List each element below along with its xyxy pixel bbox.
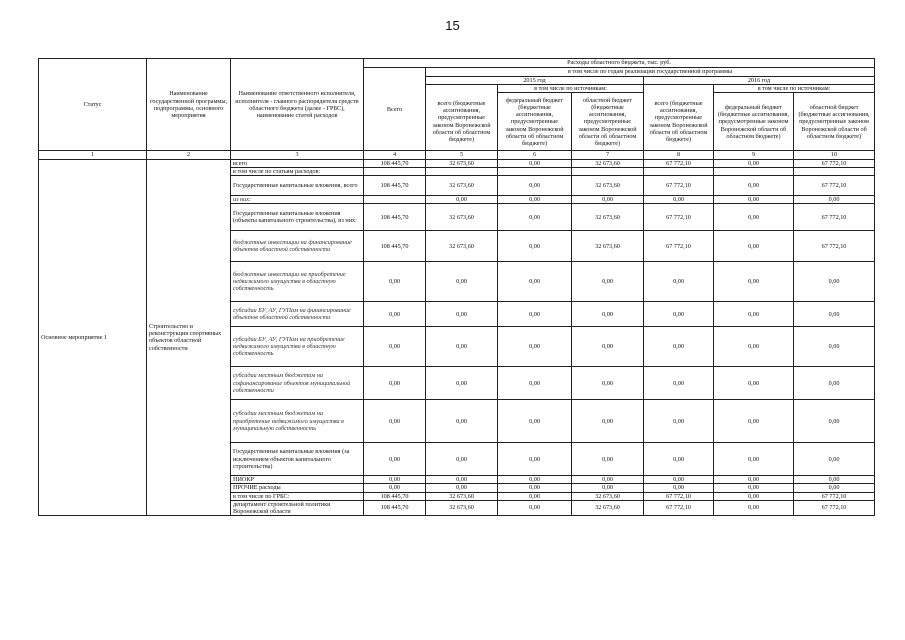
header-year-2015: 2015 год <box>426 77 644 85</box>
value-cell: 0,00 <box>644 327 714 367</box>
value-cell: 108 445,70 <box>364 204 426 231</box>
header-2016-by-sources: в том числе по источникам: <box>714 85 875 93</box>
value-cell: 0,00 <box>644 196 714 204</box>
value-cell: 0,00 <box>714 492 794 500</box>
value-cell: 0,00 <box>364 327 426 367</box>
value-cell: 0,00 <box>644 443 714 476</box>
value-cell: 32 673,60 <box>426 204 498 231</box>
row-label: Государственные капитальные вложения (объекты капитального строительства), из них: <box>231 204 364 231</box>
row-label: всего <box>231 159 364 167</box>
row-label: ПРОЧИЕ расходы <box>231 484 364 492</box>
header-col6: федеральный бюджет (бюджетные ассигнования, предусмотренные законом Воронежской области об областном бюджете) <box>498 93 572 151</box>
value-cell: 0,00 <box>426 443 498 476</box>
header-program-name: Наименование государственной программы, подпрограммы, основного мероприятия <box>147 59 231 151</box>
value-cell: 0,00 <box>572 400 644 443</box>
value-cell: 32 673,60 <box>572 500 644 515</box>
value-cell: 0,00 <box>714 262 794 302</box>
value-cell: 0,00 <box>364 443 426 476</box>
value-cell: 0,00 <box>572 367 644 400</box>
row-label: НИОКР <box>231 476 364 484</box>
value-cell: 67 772,10 <box>794 176 875 196</box>
value-cell: 0,00 <box>364 400 426 443</box>
value-cell <box>498 167 572 175</box>
value-cell: 0,00 <box>714 327 794 367</box>
value-cell: 0,00 <box>714 367 794 400</box>
value-cell: 67 772,10 <box>644 204 714 231</box>
value-cell: 32 673,60 <box>572 159 644 167</box>
value-cell: 0,00 <box>714 196 794 204</box>
row-label: субсидии местным бюджетам на приобретение недвижимого имущества в муниципальную собственность <box>231 400 364 443</box>
value-cell: 0,00 <box>498 484 572 492</box>
value-cell: 0,00 <box>498 231 572 262</box>
value-cell: 32 673,60 <box>426 159 498 167</box>
value-cell: 67 772,10 <box>794 492 875 500</box>
row-label: из них: <box>231 196 364 204</box>
value-cell: 0,00 <box>498 327 572 367</box>
value-cell: 0,00 <box>498 204 572 231</box>
value-cell: 0,00 <box>794 443 875 476</box>
header-year-2016: 2016 год <box>644 77 875 85</box>
value-cell: 108 445,70 <box>364 492 426 500</box>
value-cell: 0,00 <box>714 159 794 167</box>
value-cell: 0,00 <box>794 367 875 400</box>
col-number: 3 <box>231 151 364 159</box>
row-label: бюджетные инвестиции на приобретение недвижимого имущества в областную собственность <box>231 262 364 302</box>
col-number: 9 <box>714 151 794 159</box>
row-label: в том числе по ГРБС: <box>231 492 364 500</box>
value-cell: 0,00 <box>498 262 572 302</box>
value-cell: 0,00 <box>572 327 644 367</box>
value-cell: 32 673,60 <box>572 204 644 231</box>
value-cell <box>572 167 644 175</box>
column-number-row <box>39 151 875 159</box>
col-number: 6 <box>498 151 572 159</box>
value-cell: 0,00 <box>714 204 794 231</box>
value-cell: 0,00 <box>364 367 426 400</box>
value-cell: 0,00 <box>794 484 875 492</box>
header-status: Статус <box>39 59 147 151</box>
page-number: 15 <box>445 18 460 33</box>
value-cell: 0,00 <box>794 196 875 204</box>
value-cell: 0,00 <box>714 400 794 443</box>
value-cell: 0,00 <box>794 302 875 327</box>
value-cell <box>426 167 498 175</box>
program-cell: Строительство и реконструкция спортивных объектов областной собственности <box>147 159 231 516</box>
row-label: в том числе по статьям расходов: <box>231 167 364 175</box>
value-cell: 0,00 <box>498 476 572 484</box>
value-cell: 32 673,60 <box>426 492 498 500</box>
value-cell: 0,00 <box>498 159 572 167</box>
value-cell: 0,00 <box>498 492 572 500</box>
header-total: Всего <box>364 68 426 151</box>
header-2016-spacer <box>644 85 714 93</box>
value-cell: 0,00 <box>714 302 794 327</box>
value-cell: 0,00 <box>644 367 714 400</box>
value-cell: 67 772,10 <box>644 492 714 500</box>
value-cell: 0,00 <box>714 476 794 484</box>
value-cell: 0,00 <box>498 367 572 400</box>
col-number: 8 <box>644 151 714 159</box>
value-cell: 0,00 <box>714 231 794 262</box>
value-cell <box>644 167 714 175</box>
value-cell: 0,00 <box>794 400 875 443</box>
header-executor: Наименование ответственного исполнителя, исполнителя - главного распорядителя средств областного бюджета (далее - ГРБС), наименование статей расходов <box>231 59 364 151</box>
row-label: бюджетные инвестиции на финансирование объектов областной собственности <box>231 231 364 262</box>
value-cell: 0,00 <box>572 476 644 484</box>
value-cell: 0,00 <box>644 302 714 327</box>
value-cell: 0,00 <box>572 302 644 327</box>
row-label: департамент строительной политики Воронежской области <box>231 500 364 515</box>
value-cell: 0,00 <box>498 500 572 515</box>
value-cell: 0,00 <box>426 302 498 327</box>
value-cell: 0,00 <box>644 262 714 302</box>
value-cell: 32 673,60 <box>572 176 644 196</box>
header-2015-spacer <box>426 85 498 93</box>
value-cell: 0,00 <box>572 262 644 302</box>
value-cell: 0,00 <box>714 443 794 476</box>
value-cell: 0,00 <box>364 262 426 302</box>
budget-table <box>38 58 875 516</box>
value-cell: 0,00 <box>426 484 498 492</box>
col-number: 2 <box>147 151 231 159</box>
col-number: 7 <box>572 151 644 159</box>
header-2015-by-sources: в том числе по источникам: <box>498 85 644 93</box>
value-cell: 67 772,10 <box>644 231 714 262</box>
value-cell: 0,00 <box>794 327 875 367</box>
value-cell <box>364 167 426 175</box>
value-cell: 0,00 <box>426 327 498 367</box>
col-number: 4 <box>364 151 426 159</box>
value-cell: 32 673,60 <box>572 492 644 500</box>
row-label: субсидии БУ, АУ, ГУПам на приобретение недвижимого имущества в областную собственность <box>231 327 364 367</box>
value-cell: 32 673,60 <box>572 231 644 262</box>
value-cell: 0,00 <box>644 400 714 443</box>
value-cell: 0,00 <box>794 262 875 302</box>
value-cell: 0,00 <box>498 302 572 327</box>
value-cell: 67 772,10 <box>794 231 875 262</box>
value-cell: 0,00 <box>498 443 572 476</box>
header-col9: федеральный бюджет (бюджетные ассигнования, предусмотренные законом Воронежской области об областном бюджете) <box>714 93 794 151</box>
header-col5: всего (бюджетные ассигнования, предусмотренные законом Воронежской области об областном бюджете) <box>426 93 498 151</box>
value-cell: 67 772,10 <box>794 500 875 515</box>
value-cell: 0,00 <box>714 500 794 515</box>
value-cell <box>794 167 875 175</box>
value-cell <box>714 167 794 175</box>
row-label: Государственные капитальные вложения (за исключением объектов капитального строительства) <box>231 443 364 476</box>
value-cell: 108 445,70 <box>364 500 426 515</box>
value-cell: 0,00 <box>714 176 794 196</box>
value-cell: 0,00 <box>364 476 426 484</box>
value-cell: 0,00 <box>794 476 875 484</box>
header-col7: областной бюджет (бюджетные ассигнования, предусмотренные законом Воронежской области об областном бюджете) <box>572 93 644 151</box>
col-number: 5 <box>426 151 498 159</box>
value-cell: 108 445,70 <box>364 159 426 167</box>
row-label: субсидии местным бюджетам на софинансирование объектов муниципальной собственности <box>231 367 364 400</box>
value-cell: 0,00 <box>426 367 498 400</box>
header-expenses-title: Расходы областного бюджета, тыс. руб. <box>364 59 875 68</box>
value-cell: 0,00 <box>572 196 644 204</box>
col-number: 1 <box>39 151 147 159</box>
value-cell: 0,00 <box>426 476 498 484</box>
value-cell: 0,00 <box>364 302 426 327</box>
value-cell: 0,00 <box>498 400 572 443</box>
value-cell: 32 673,60 <box>426 176 498 196</box>
value-cell: 0,00 <box>572 443 644 476</box>
value-cell: 0,00 <box>644 484 714 492</box>
value-cell: 0,00 <box>714 484 794 492</box>
value-cell: 0,00 <box>426 196 498 204</box>
value-cell: 0,00 <box>426 400 498 443</box>
row-label: Государственные капитальные вложения, всего <box>231 176 364 196</box>
value-cell: 32 673,60 <box>426 231 498 262</box>
value-cell: 108 445,70 <box>364 176 426 196</box>
value-cell: 67 772,10 <box>644 159 714 167</box>
value-cell: 0,00 <box>498 196 572 204</box>
value-cell: 0,00 <box>364 484 426 492</box>
col-number: 10 <box>794 151 875 159</box>
value-cell: 0,00 <box>644 476 714 484</box>
value-cell <box>364 196 426 204</box>
header-col10: областной бюджет (бюджетные ассигнования, предусмотренные законом Воронежской области об областном бюджете) <box>794 93 875 151</box>
header-by-years: в том числе по годам реализации государственной программы <box>426 68 875 77</box>
status-cell: Основное мероприятие 1 <box>39 159 147 516</box>
value-cell: 67 772,10 <box>644 500 714 515</box>
value-cell: 67 772,10 <box>794 159 875 167</box>
value-cell: 108 445,70 <box>364 231 426 262</box>
value-cell: 0,00 <box>572 484 644 492</box>
table-row <box>39 159 875 167</box>
value-cell: 0,00 <box>498 176 572 196</box>
header-col8: всего (бюджетные ассигнования, предусмотренные законом Воронежской области об областном бюджете) <box>644 93 714 151</box>
value-cell: 0,00 <box>426 262 498 302</box>
value-cell: 32 673,60 <box>426 500 498 515</box>
value-cell: 67 772,10 <box>794 204 875 231</box>
row-label: субсидии БУ, АУ, ГУПам на финансирование объектов областной собственности <box>231 302 364 327</box>
value-cell: 67 772,10 <box>644 176 714 196</box>
